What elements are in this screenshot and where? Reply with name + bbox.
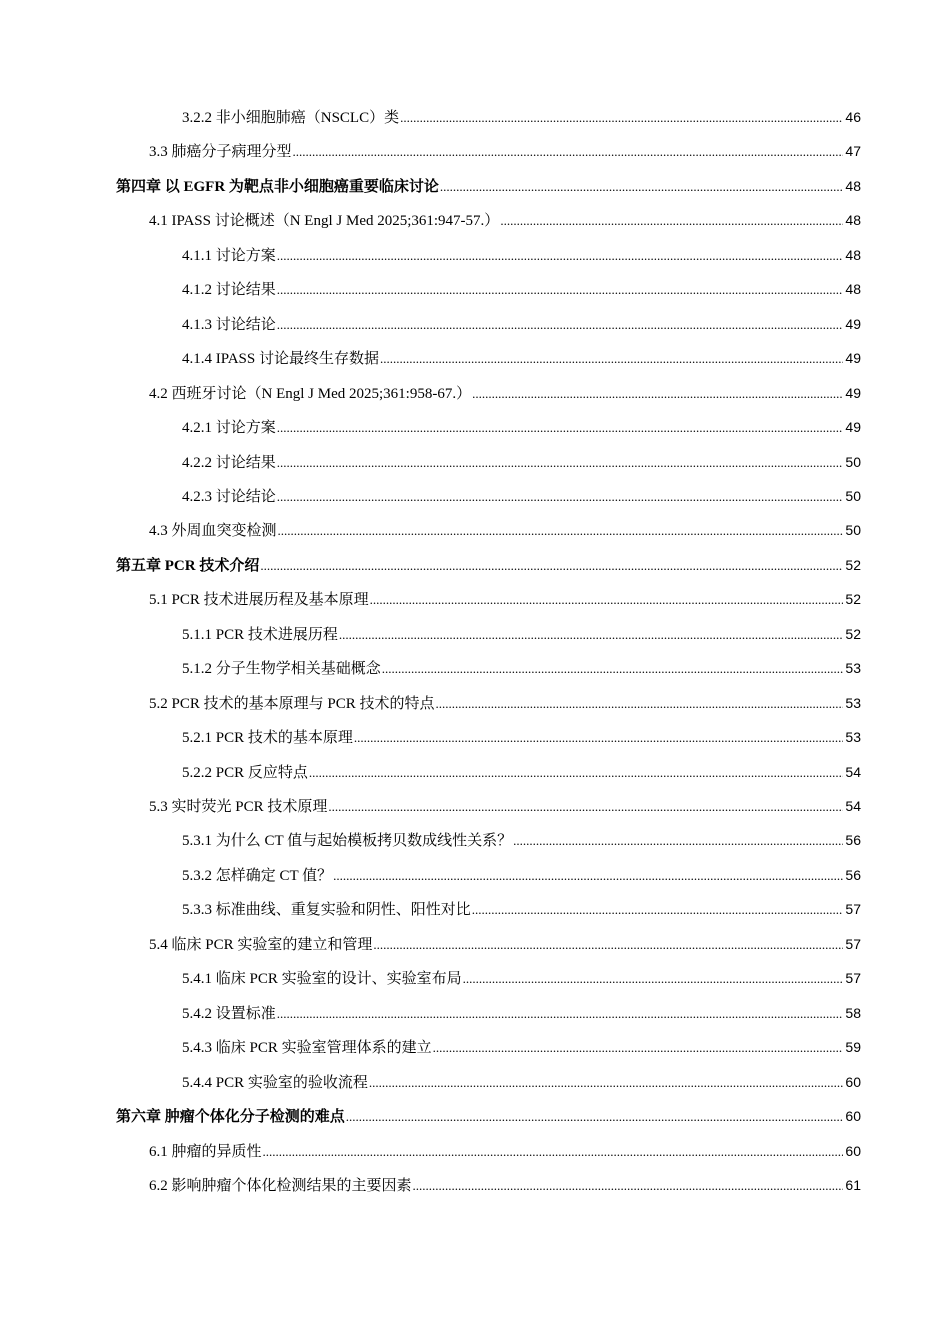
toc-subsection-entry[interactable] (182, 484, 861, 508)
toc-entry-title: 5.1 PCR 技术进展历程及基本原理 (149, 592, 369, 609)
toc-dot-leader (328, 795, 843, 819)
toc-page-number: 60 (845, 1073, 861, 1090)
toc-entry-title: 第六章 肿瘤个体化分子检测的难点 (116, 1109, 345, 1126)
toc-dot-leader (277, 416, 844, 440)
toc-entry-title: 4.1.3 讨论结论 (182, 316, 276, 333)
toc-dot-leader (440, 175, 844, 199)
toc-dot-leader (413, 1174, 844, 1198)
toc-subsection-entry[interactable] (182, 966, 861, 990)
toc-subsection-entry[interactable] (182, 415, 861, 439)
toc-subsection-entry[interactable] (182, 828, 861, 852)
toc-subsection-entry[interactable] (182, 312, 861, 336)
toc-entry-title: 5.3 实时荧光 PCR 技术原理 (149, 799, 328, 815)
toc-page-number: 56 (845, 866, 861, 883)
toc-entry-title: 5.1.2 分子生物学相关基础概念 (182, 661, 381, 678)
toc-dot-leader (277, 485, 844, 509)
toc-dot-leader (463, 967, 844, 991)
toc-entry-title: 5.4.4 PCR 实验室的验收流程 (182, 1074, 368, 1091)
toc-entry-title: 5.1.1 PCR 技术进展历程 (182, 626, 338, 643)
toc-page-number: 56 (845, 832, 861, 849)
toc-page-number: 49 (845, 315, 861, 332)
toc-section-entry[interactable] (149, 932, 861, 956)
toc-entry-title: 6.1 肿瘤的异质性 (149, 1143, 262, 1160)
toc-page-number: 48 (845, 177, 861, 194)
toc-page-number: 46 (845, 109, 861, 125)
toc-dot-leader (400, 106, 843, 130)
toc-entry-title: 4.2 西班牙讨论（N Engl J Med 2025;361:958-67.） (149, 385, 472, 402)
toc-dot-leader (472, 898, 844, 922)
toc-chapter-entry[interactable] (116, 174, 861, 198)
toc-section-entry[interactable] (149, 794, 861, 818)
toc-entry-title: 5.2.2 PCR 反应特点 (182, 764, 308, 781)
toc-entry-title: 5.4 临床 PCR 实验室的建立和管理 (149, 936, 373, 953)
toc-dot-leader (433, 1036, 844, 1060)
toc-dot-leader (339, 623, 844, 647)
toc-page-number: 52 (845, 591, 861, 608)
toc-page-number: 58 (845, 1004, 861, 1021)
toc-page-number: 57 (845, 970, 861, 987)
toc-section-entry[interactable] (149, 1173, 861, 1197)
toc-page-number: 50 (845, 522, 861, 539)
toc-chapter-entry[interactable] (116, 1104, 861, 1128)
toc-page-number: 48 (845, 281, 861, 298)
toc-subsection-entry[interactable] (182, 622, 861, 646)
toc-subsection-entry[interactable] (182, 277, 861, 301)
toc-dot-leader (277, 451, 844, 475)
toc-dot-leader (277, 244, 844, 268)
toc-subsection-entry[interactable] (182, 1001, 861, 1025)
toc-subsection-entry[interactable] (182, 863, 861, 887)
toc-dot-leader (435, 692, 843, 716)
toc-entry-title: 5.2.1 PCR 技术的基本原理 (182, 730, 353, 747)
toc-subsection-entry[interactable] (182, 760, 861, 784)
toc-chapter-entry[interactable] (116, 553, 861, 577)
toc-page-number: 50 (845, 453, 861, 470)
toc-dot-leader (277, 1002, 844, 1026)
toc-entry-title: 5.2 PCR 技术的基本原理与 PCR 技术的特点 (149, 695, 435, 712)
toc-dot-leader (263, 1140, 844, 1164)
toc-dot-leader (369, 1071, 844, 1095)
toc-subsection-entry[interactable] (182, 897, 861, 921)
toc-entry-title: 第五章 PCR 技术介绍 (116, 557, 260, 574)
toc-subsection-entry[interactable] (182, 1035, 861, 1059)
toc-dot-leader (277, 278, 844, 302)
toc-page-number: 57 (845, 935, 861, 952)
toc-page-number: 48 (845, 246, 861, 263)
toc-entry-title: 第四章 以 EGFR 为靶点非小细胞癌重要临床讨论 (116, 178, 439, 195)
toc-entry-title: 5.3.2 怎样确定 CT 值？ (182, 867, 333, 884)
toc-dot-leader (513, 829, 843, 853)
toc-dot-leader (382, 657, 844, 681)
toc-entry-title: 5.4.2 设置标准 (182, 1005, 276, 1022)
toc-page-number: 47 (845, 143, 861, 160)
toc-dot-leader (293, 140, 844, 164)
toc-page-number: 53 (845, 694, 861, 711)
toc-entry-title: 5.3.3 标准曲线、重复实验和阴性、阳性对比 (182, 902, 471, 919)
toc-page-number: 54 (845, 763, 861, 780)
toc-dot-leader (278, 519, 844, 543)
toc-page-number: 49 (845, 384, 861, 401)
toc-page-number: 61 (845, 1176, 861, 1193)
toc-section-entry[interactable] (149, 691, 861, 715)
toc-dot-leader (370, 588, 844, 612)
toc-dot-leader (309, 761, 844, 785)
toc-page-number: 50 (845, 487, 861, 504)
toc-dot-leader (333, 864, 843, 888)
toc-entry-title: 4.2.1 讨论方案 (182, 420, 276, 437)
toc-entry-title: 4.1.2 讨论结果 (182, 282, 276, 299)
toc-entry-title: 4.1.1 讨论方案 (182, 247, 276, 264)
toc-dot-leader (472, 382, 843, 406)
toc-page-number: 53 (845, 660, 861, 677)
toc-page-number: 57 (845, 901, 861, 918)
toc-page-number: 53 (845, 729, 861, 746)
toc-entry-title: 4.2.3 讨论结论 (182, 488, 276, 505)
toc-entry-title: 5.4.3 临床 PCR 实验室管理体系的建立 (182, 1040, 432, 1057)
toc-section-entry[interactable] (149, 208, 861, 232)
toc-page-number: 49 (845, 419, 861, 436)
toc-page-number: 52 (845, 625, 861, 642)
toc-entry-title: 6.2 影响肿瘤个体化检测结果的主要因素 (149, 1177, 412, 1194)
toc-dot-leader (354, 726, 844, 750)
toc-section-entry[interactable] (149, 139, 861, 163)
toc-subsection-entry[interactable] (182, 656, 861, 680)
toc-subsection-entry[interactable] (182, 346, 861, 370)
toc-page-number: 59 (845, 1039, 861, 1056)
toc-dot-leader (277, 313, 844, 337)
toc-entry-title: 4.3 外周血突变检测 (149, 523, 277, 540)
toc-subsection-entry[interactable] (182, 725, 861, 749)
toc-dot-leader (260, 554, 843, 578)
toc-page-number: 48 (845, 212, 861, 229)
toc-page-number: 52 (845, 556, 861, 573)
toc-section-entry[interactable] (149, 1139, 861, 1163)
toc-subsection-entry[interactable] (182, 450, 861, 474)
toc-dot-leader (346, 1105, 844, 1129)
toc-entry-title: 3.3 肺癌分子病理分型 (149, 144, 292, 161)
toc-entry-title: 4.1.4 IPASS 讨论最终生存数据 (182, 351, 379, 368)
toc-subsection-entry[interactable] (182, 105, 861, 129)
toc-dot-leader (373, 933, 843, 957)
toc-dot-leader (380, 347, 843, 371)
toc-section-entry[interactable] (149, 518, 861, 542)
toc-entry-title: 5.3.1 为什么 CT 值与起始模板拷贝数成线性关系？ (182, 833, 513, 850)
toc-section-entry[interactable] (149, 381, 861, 405)
toc-dot-leader (500, 209, 843, 233)
toc-subsection-entry[interactable] (182, 243, 861, 267)
toc-entry-title: 3.2.2 非小细胞肺癌（NSCLC）类 (182, 110, 400, 126)
toc-entry-title: 4.2.2 讨论结果 (182, 454, 276, 471)
toc-page-number: 60 (845, 1108, 861, 1125)
toc-page-number: 49 (845, 350, 861, 367)
toc-entry-title: 4.1 IPASS 讨论概述（N Engl J Med 2025;361:947-57.） (149, 213, 500, 230)
toc-section-entry[interactable] (149, 587, 861, 611)
toc-subsection-entry[interactable] (182, 1070, 861, 1094)
toc-entry-title: 5.4.1 临床 PCR 实验室的设计、实验室布局 (182, 971, 462, 988)
toc-page-number: 54 (845, 798, 861, 814)
toc-page-number: 60 (845, 1142, 861, 1159)
